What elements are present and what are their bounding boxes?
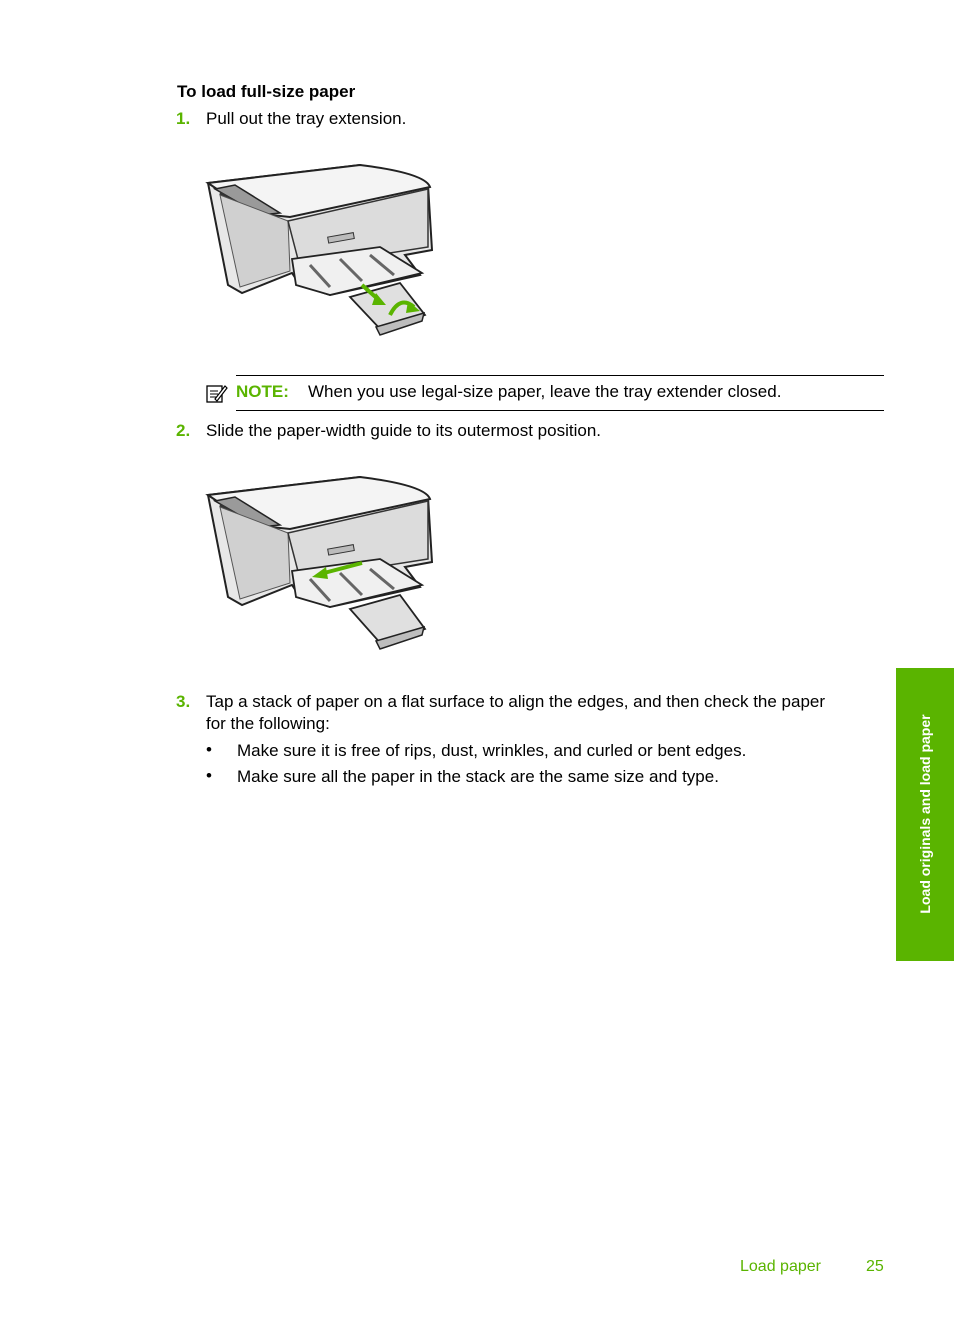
note-label: NOTE: [236, 382, 289, 401]
note-text: When you use legal-size paper, leave the tray extender closed. [308, 382, 782, 401]
step-2-number: 2. [176, 421, 191, 440]
step-1-number: 1. [176, 109, 191, 128]
step-3-number: 3. [176, 692, 191, 711]
note-icon [205, 383, 229, 405]
bullet-marker: • [206, 740, 212, 759]
bullet-item: Make sure all the paper in the stack are the same size and type. [237, 767, 719, 786]
chapter-side-tab-label: Load originals and load paper [917, 714, 933, 914]
step-3-text-line2: for the following: [206, 714, 330, 733]
step-2-text: Slide the paper-width guide to its outermost position. [206, 421, 602, 440]
footer-page-number: 25 [866, 1258, 884, 1275]
bullet-item: Make sure it is free of rips, dust, wrinkles, and curled or bent edges. [237, 741, 747, 760]
note-top-rule [236, 375, 884, 376]
step-1-text: Pull out the tray extension. [206, 109, 407, 128]
section-heading: To load full-size paper [177, 82, 356, 101]
note-bottom-rule [236, 410, 884, 411]
bullet-marker: • [206, 766, 212, 785]
footer-section-name: Load paper [740, 1258, 821, 1275]
step-3-text-line1: Tap a stack of paper on a flat surface to align the edges, and then check the paper [206, 692, 826, 711]
printer-tray-extension-illustration [200, 155, 440, 345]
chapter-side-tab [896, 668, 954, 961]
paper-width-guide-illustration [200, 467, 440, 657]
